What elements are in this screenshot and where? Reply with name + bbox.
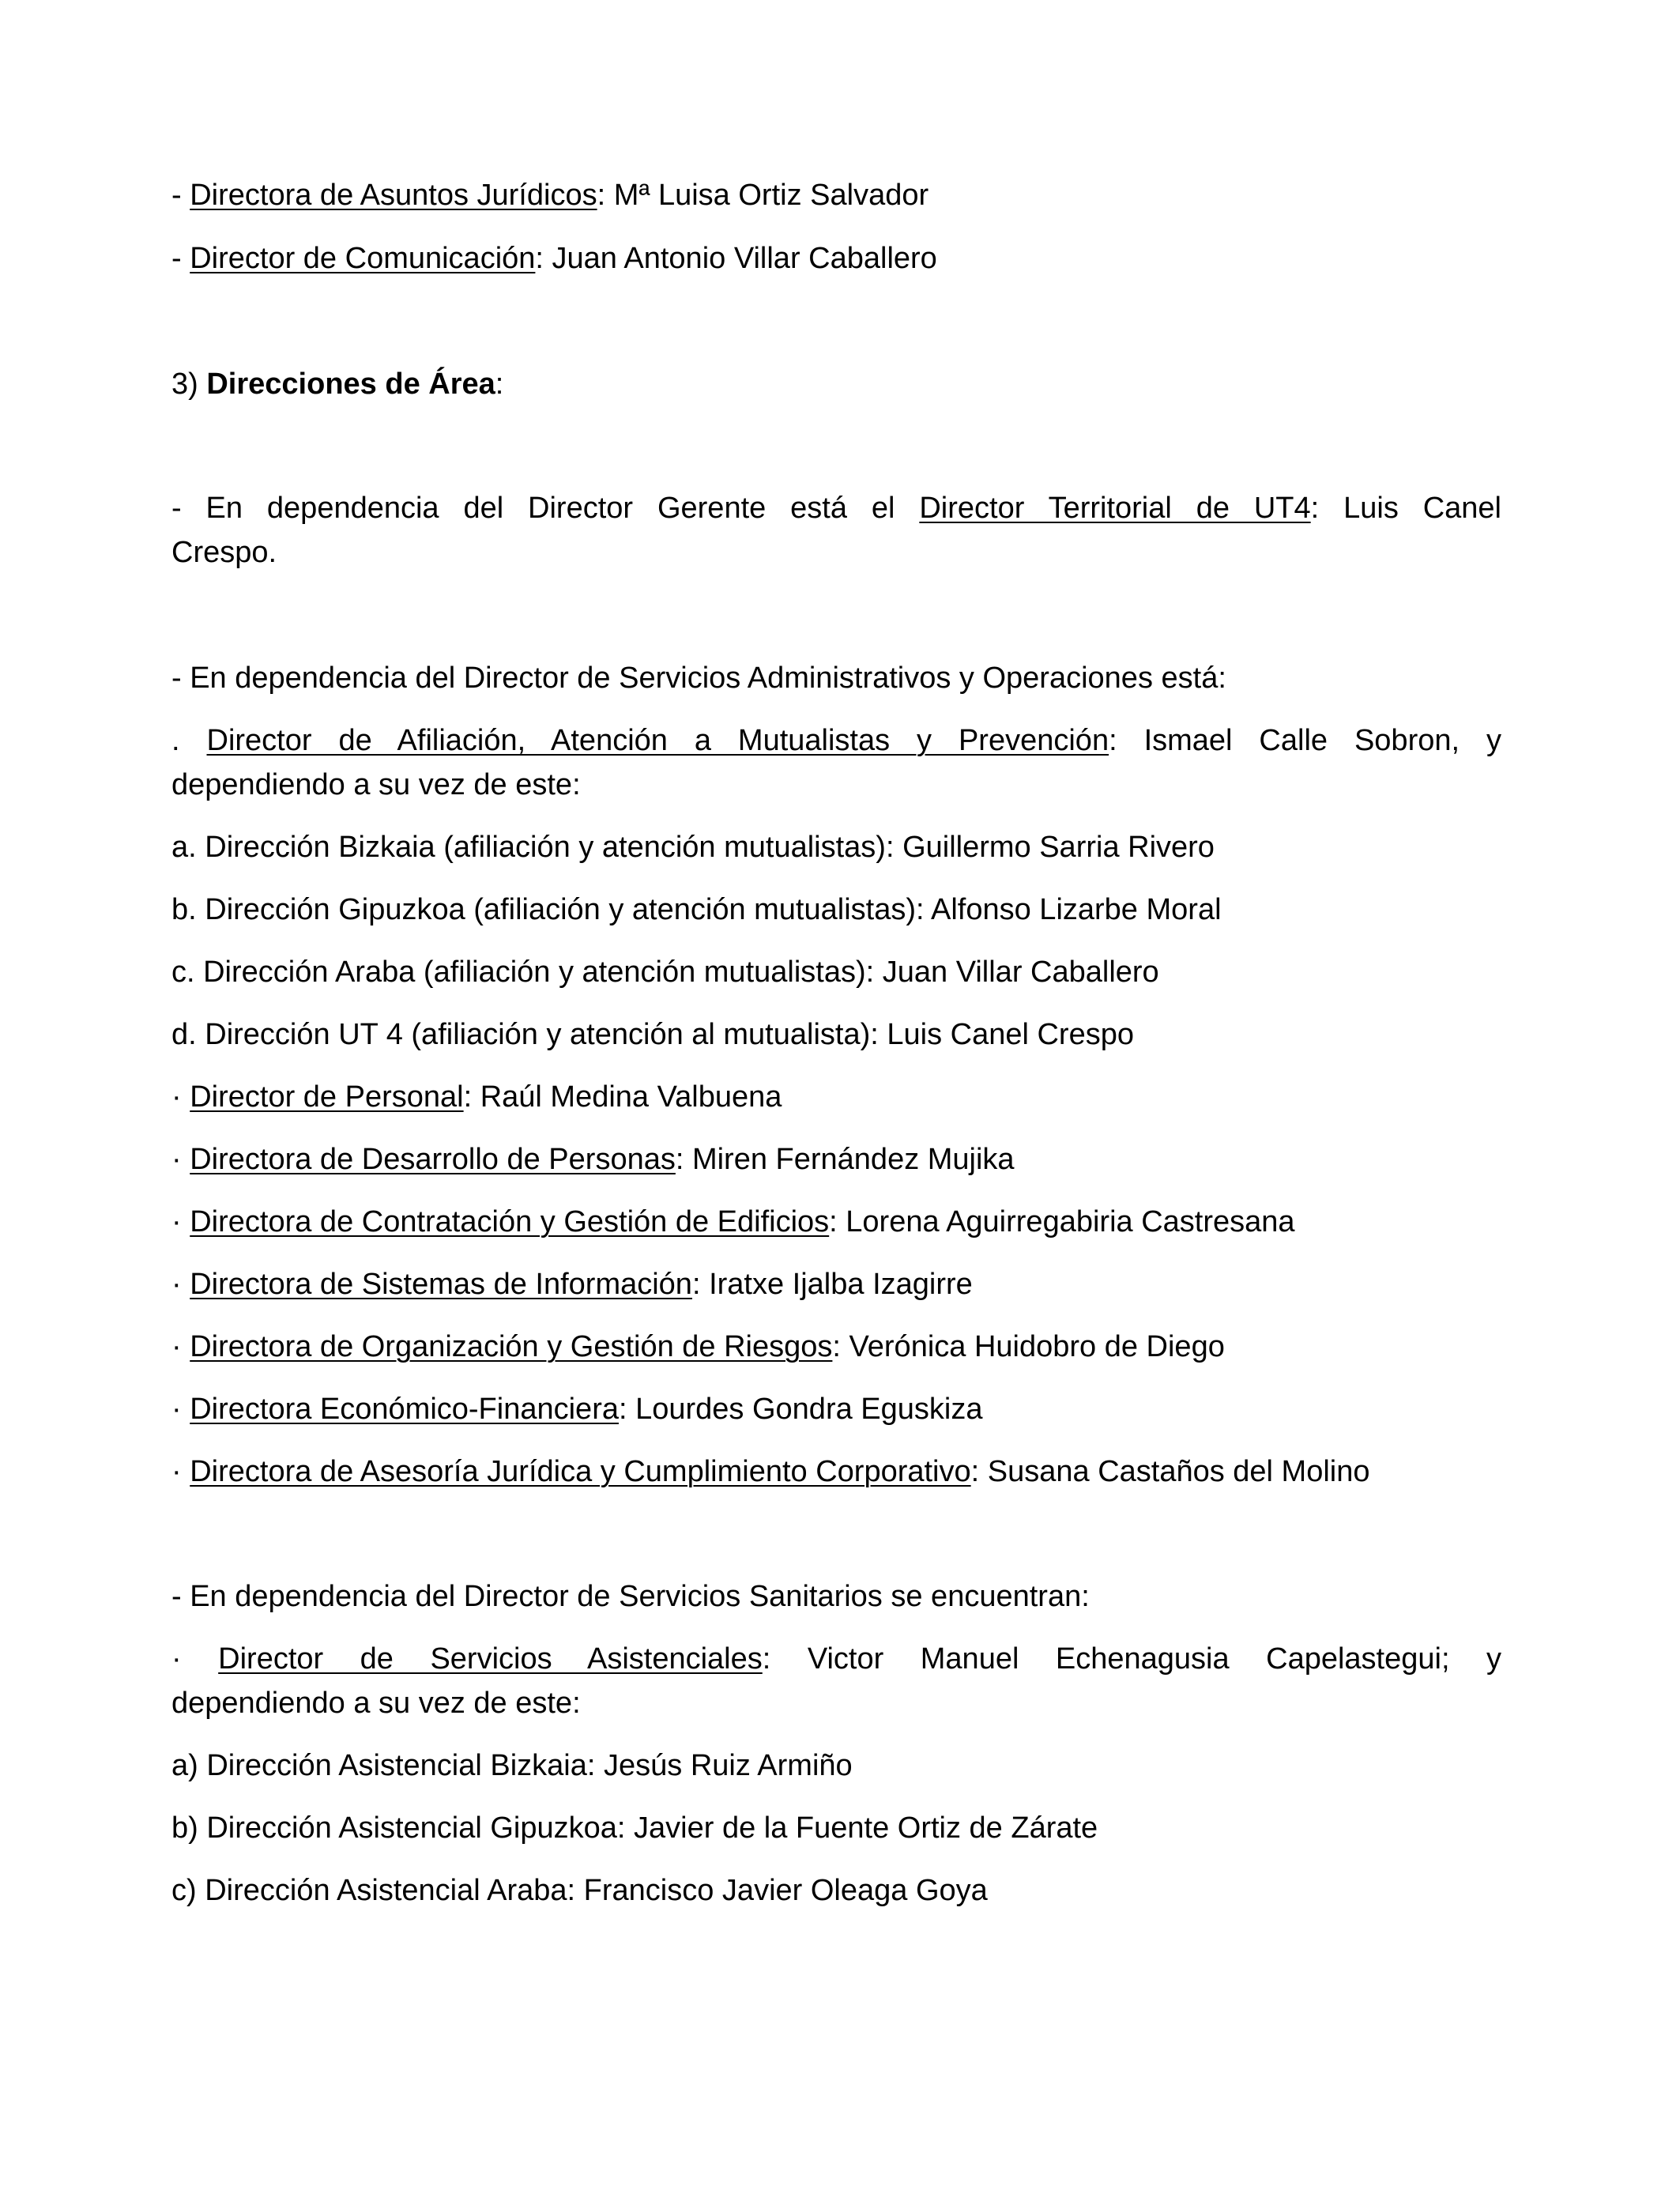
line-prefix: - — [171, 179, 190, 212]
person-name: : Victor Manuel Echenagusia Capelastegui; y — [762, 1642, 1501, 1676]
line-afiliacion-cont: dependiendo a su vez de este: — [171, 768, 581, 801]
role-title: Director de Afiliación, Atención a Mutualistas y Prevención — [206, 724, 1109, 757]
sub-item: a) Dirección Asistencial Bizkaia: Jesús Ruiz Armiño — [171, 1749, 853, 1782]
person-name: : Lorena Aguirregabiria Castresana — [829, 1205, 1295, 1238]
person-name: : Luis Canel — [1310, 492, 1501, 525]
section-title: Direcciones de Área — [206, 368, 495, 401]
bullet: · — [171, 1205, 190, 1238]
role-title: Directora de Sistemas de Información — [190, 1268, 692, 1301]
line-prefix: - — [171, 242, 190, 275]
bullet: · — [171, 1642, 219, 1676]
role-title: Directora Económico-Financiera — [190, 1393, 619, 1426]
admin-intro: - En dependencia del Director de Servicios Administrativos y Operaciones está: — [171, 662, 1226, 695]
person-name: : Ismael Calle Sobron, y — [1109, 724, 1501, 757]
bullet-item — [171, 1078, 782, 1116]
bullet: · — [171, 1080, 190, 1114]
person-name: : Miren Fernández Mujika — [675, 1143, 1015, 1176]
line-gerente-cont: Crespo. — [171, 536, 277, 569]
person-name: : Mª Luisa Ortiz Salvador — [597, 179, 929, 212]
role-title: Directora de Organización y Gestión de Riesgos — [190, 1330, 833, 1363]
role-title: Director de Comunicación — [190, 242, 536, 275]
role-title: Director de Servicios Asistenciales — [218, 1642, 763, 1676]
role-title: Director Territorial de UT4 — [919, 492, 1311, 525]
sub-item: a. Dirección Bizkaia (afiliación y atención mutualistas): Guillermo Sarria Rivero — [171, 831, 1215, 864]
role-title: Directora de Asesoría Jurídica y Cumplimiento Corporativo — [190, 1455, 971, 1488]
bullet: · — [171, 1268, 190, 1301]
paragraph-text: - En dependencia del Director Gerente está el — [171, 492, 920, 525]
sub-item: b. Dirección Gipuzkoa (afiliación y atención mutualistas): Alfonso Lizarbe Moral — [171, 893, 1222, 926]
bullet-item — [171, 1453, 1370, 1491]
line-gerente — [171, 489, 1501, 527]
line-asistenciales-cont: dependiendo a su vez de este: — [171, 1687, 581, 1720]
role-title: Directora de Contratación y Gestión de Edificios — [190, 1205, 830, 1238]
sub-item: d. Dirección UT 4 (afiliación y atención al mutualista): Luis Canel Crespo — [171, 1018, 1134, 1051]
person-name: : Susana Castaños del Molino — [970, 1455, 1370, 1488]
section-suffix: : — [495, 368, 504, 401]
bullet-item — [171, 1140, 1015, 1178]
bullet: · — [171, 1393, 190, 1426]
line-asuntos-juridicos — [171, 176, 929, 214]
sub-item: c. Dirección Araba (afiliación y atención mutualistas): Juan Villar Caballero — [171, 956, 1159, 989]
role-title: Directora de Asuntos Jurídicos — [190, 179, 597, 212]
role-title: Directora de Desarrollo de Personas — [190, 1143, 676, 1176]
sanitarios-intro: - En dependencia del Director de Servicios Sanitarios se encuentran: — [171, 1580, 1090, 1613]
bullet-item — [171, 1203, 1295, 1241]
sub-item: c) Dirección Asistencial Araba: Francisco Javier Oleaga Goya — [171, 1874, 988, 1907]
person-name: : Raúl Medina Valbuena — [463, 1080, 782, 1114]
bullet-item — [171, 1390, 982, 1428]
bullet: · — [171, 1330, 190, 1363]
role-title: Director de Personal — [190, 1080, 464, 1114]
person-name: : Iratxe Ijalba Izagirre — [691, 1268, 973, 1301]
line-prefix: . — [171, 724, 207, 757]
person-name: : Verónica Huidobro de Diego — [832, 1330, 1225, 1363]
section-heading — [171, 365, 503, 403]
person-name: : Lourdes Gondra Eguskiza — [618, 1393, 983, 1426]
sub-item: b) Dirección Asistencial Gipuzkoa: Javier de la Fuente Ortiz de Zárate — [171, 1811, 1098, 1845]
bullet: · — [171, 1455, 190, 1488]
line-comunicacion — [171, 239, 937, 277]
bullet: · — [171, 1143, 190, 1176]
person-name: : Juan Antonio Villar Caballero — [535, 242, 937, 275]
section-number: 3) — [171, 368, 207, 401]
line-asistenciales — [171, 1640, 1501, 1678]
bullet-item — [171, 1265, 973, 1303]
bullet-item — [171, 1328, 1225, 1366]
line-afiliacion — [171, 722, 1501, 760]
